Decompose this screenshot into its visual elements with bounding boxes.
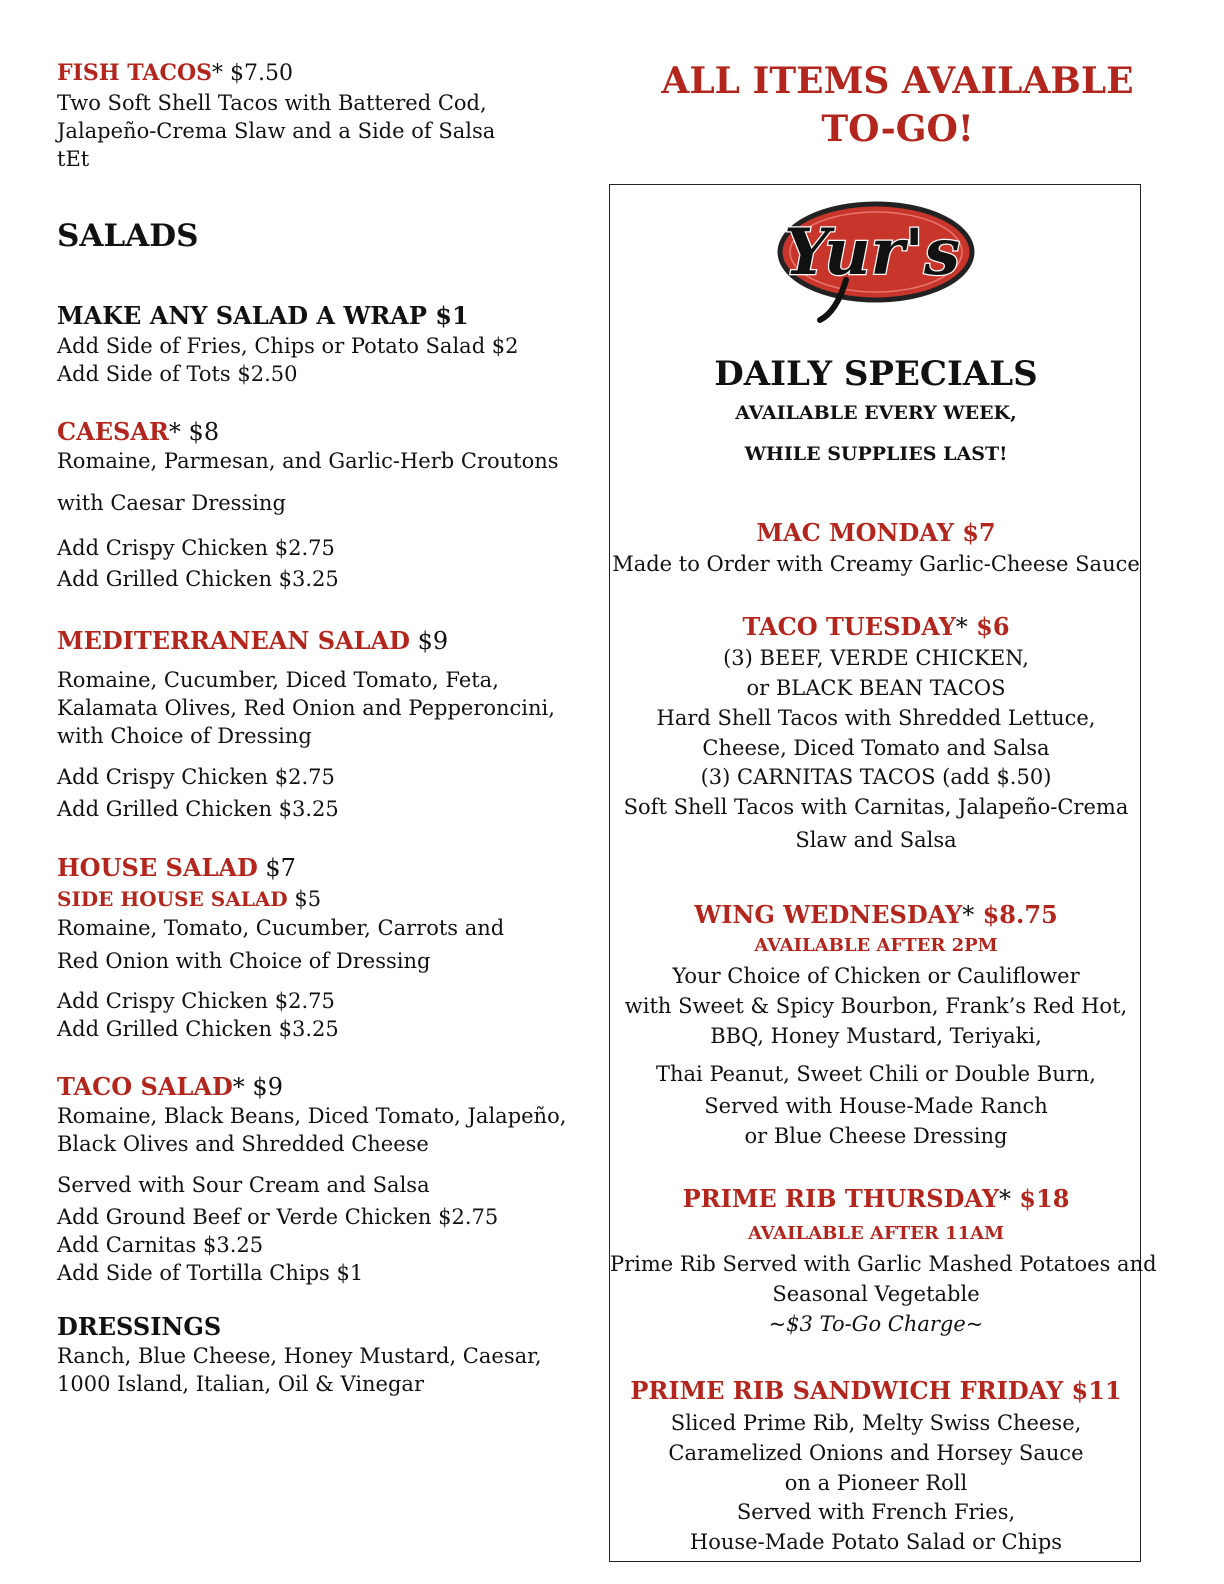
to-go-charge-note: ~$3 To-Go Charge~ [768,1312,984,1336]
special-description: (3) CARNITAS TACOS (add $.50) [700,765,1052,789]
special-name: TACO TUESDAY [742,612,956,641]
special-price: $18 [1010,1184,1070,1213]
special-price: $6 [967,612,1010,641]
caesar-heading [57,417,219,446]
item-name: MEDITERRANEAN SALAD [57,626,410,655]
item-mark: * [232,1073,245,1101]
daily-specials-subtitle: WHILE SUPPLIES LAST! [744,443,1008,465]
item-description: Red Onion with Choice of Dressing [57,949,431,973]
special-description: Seasonal Vegetable [772,1282,980,1306]
item-name: FISH TACOS [57,60,213,86]
item-description: with Choice of Dressing [57,724,312,748]
special-name: WING WEDNESDAY [694,900,963,929]
special-description: Cheese, Diced Tomato and Salsa [702,736,1050,760]
special-price: $8.75 [974,900,1058,929]
section-heading-salads: SALADS [57,218,199,254]
item-description: Romaine, Parmesan, and Garlic-Herb Croutons [57,449,559,473]
special-description: with Sweet & Spicy Bourbon, Frank’s Red Hot, [624,994,1128,1018]
item-description: Jalapeño-Crema Slaw and a Side of Salsa [57,119,496,143]
add-on-line: Add Grilled Chicken $3.25 [57,797,339,821]
item-mark: * [212,61,224,86]
special-name: PRIME RIB THURSDAY [682,1184,999,1213]
add-on-line: Add Crispy Chicken $2.75 [57,765,335,789]
special-description: Sliced Prime Rib, Melty Swiss Cheese, [670,1411,1082,1435]
special-description: BBQ, Honey Mustard, Teriyaki, [710,1024,1042,1048]
daily-specials-title: DAILY SPECIALS [714,354,1038,394]
dressings-line: Ranch, Blue Cheese, Honey Mustard, Caesar, [57,1344,542,1368]
add-on-line: Add Carnitas $3.25 [57,1233,264,1257]
special-description: Made to Order with Creamy Garlic-Cheese Sauce [612,552,1140,576]
item-price: $7 [257,854,296,882]
special-description: Prime Rib Served with Garlic Mashed Potatoes and [610,1252,1157,1276]
house-salad-heading [57,853,296,882]
item-description: Kalamata Olives, Red Onion and Pepperoncini, [57,696,555,720]
special-description: Your Choice of Chicken or Cauliflower [672,964,1080,988]
item-description: Two Soft Shell Tacos with Battered Cod, [57,91,487,115]
side-house-heading [57,887,321,911]
yurs-logo [776,196,976,324]
add-on-line: Add Ground Beef or Verde Chicken $2.75 [57,1205,499,1229]
option-line: Add Side of Fries, Chips or Potato Salad $2 [57,334,519,358]
special-description: Slaw and Salsa [795,828,957,852]
item-name: HOUSE SALAD [57,853,258,882]
item-price: $8 [180,418,220,446]
special-mark: * [962,901,975,929]
wrap-option-title: MAKE ANY SALAD A WRAP $1 [57,301,469,330]
special-description: House-Made Potato Salad or Chips [689,1530,1063,1554]
wing-wednesday-title [610,900,1142,929]
item-price: $7.50 [223,61,294,86]
special-description: Thai Peanut, Sweet Chili or Double Burn, [656,1062,1096,1086]
add-on-line: Add Side of Tortilla Chips $1 [57,1261,364,1285]
taco-tuesday-title [610,612,1142,641]
item-description: tEt [57,147,90,171]
item-name: CAESAR [57,417,169,446]
special-description: Served with House-Made Ranch [704,1094,1048,1118]
special-description: Caramelized Onions and Horsey Sauce [668,1441,1084,1465]
special-description: or Blue Cheese Dressing [744,1124,1008,1148]
option-line: Add Side of Tots $2.50 [57,362,298,386]
to-go-banner-line2: TO-GO! [821,108,974,150]
item-price: $9 [244,1073,283,1101]
dressings-line: 1000 Island, Italian, Oil & Vinegar [57,1372,424,1396]
item-name: SIDE HOUSE SALAD [57,887,288,911]
special-mark: * [955,613,968,641]
item-price: $9 [409,627,449,655]
dressings-heading: DRESSINGS [57,1312,222,1341]
add-on-line: Add Grilled Chicken $3.25 [57,567,339,591]
item-description: Romaine, Tomato, Cucumber, Carrots and [57,916,505,940]
item-price: $5 [287,887,322,911]
item-description: with Caesar Dressing [57,491,286,515]
special-description: (3) BEEF, VERDE CHICKEN, [723,646,1029,670]
add-on-line: Add Crispy Chicken $2.75 [57,989,335,1013]
fish-tacos-heading [57,60,293,86]
availability-note: AVAILABLE AFTER 2PM [754,935,998,956]
item-description: Romaine, Cucumber, Diced Tomato, Feta, [57,668,499,692]
special-description: or BLACK BEAN TACOS [746,676,1006,700]
item-description: Black Olives and Shredded Cheese [57,1132,429,1156]
item-description: Served with Sour Cream and Salsa [57,1173,430,1197]
special-description: Soft Shell Tacos with Carnitas, Jalapeño-Crema [623,795,1129,819]
daily-specials-subtitle: AVAILABLE EVERY WEEK, [735,402,1017,424]
availability-note: AVAILABLE AFTER 11AM [747,1223,1005,1244]
prime-rib-thursday-title [610,1184,1142,1213]
logo-wordmark: Yur's [784,215,960,290]
add-on-line: Add Grilled Chicken $3.25 [57,1017,339,1041]
to-go-banner-line1: ALL ITEMS AVAILABLE [661,60,1134,102]
prime-rib-sandwich-friday-title: PRIME RIB SANDWICH FRIDAY $11 [630,1376,1122,1405]
special-description: Hard Shell Tacos with Shredded Lettuce, [656,706,1096,730]
taco-salad-heading [57,1072,283,1101]
special-description: on a Pioneer Roll [784,1471,968,1495]
mediterranean-heading [57,626,448,655]
special-mark: * [998,1185,1011,1213]
add-on-line: Add Crispy Chicken $2.75 [57,536,335,560]
special-description: Served with French Fries, [736,1500,1016,1524]
item-description: Romaine, Black Beans, Diced Tomato, Jalapeño, [57,1104,567,1128]
mac-monday-title: MAC MONDAY $7 [756,518,996,547]
item-name: TACO SALAD [57,1072,233,1101]
item-mark: * [168,418,181,446]
